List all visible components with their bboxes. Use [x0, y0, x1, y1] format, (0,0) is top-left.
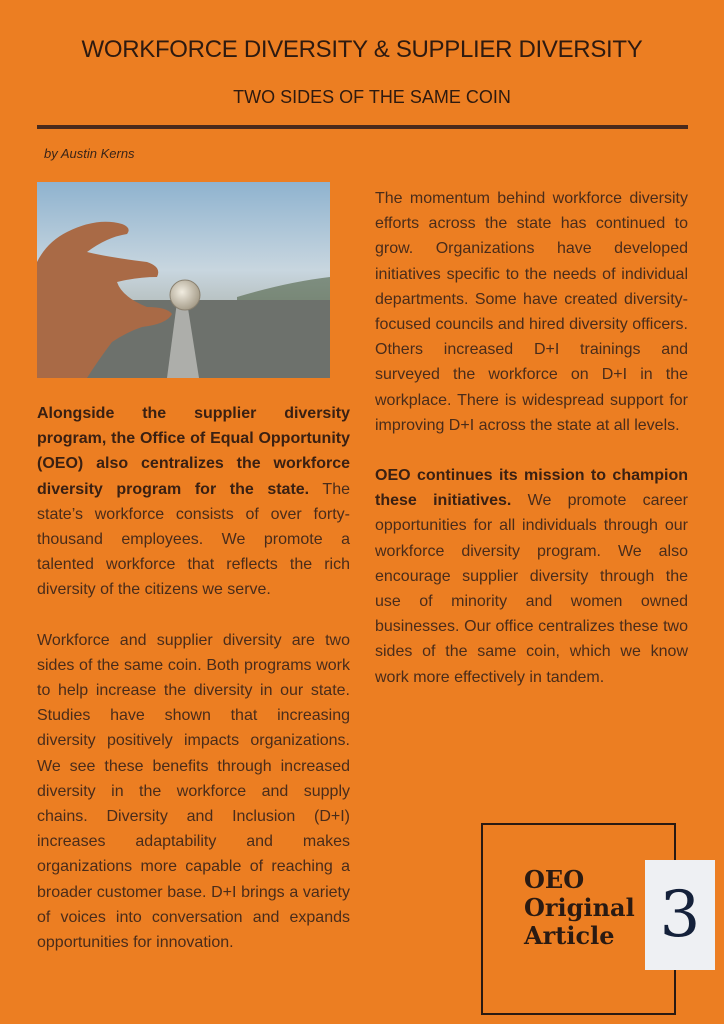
right-column: [375, 186, 688, 690]
coin-photo: [37, 182, 330, 378]
left-paragraph-1: [37, 401, 350, 603]
left-paragraph-1-lead: Alongside the supplier diversity program, the Office of Equal Opportunity (OEO) also centralizes the workforce diversity program for the state.: [37, 405, 350, 498]
byline: by Austin Kerns: [44, 146, 135, 161]
badge-line-2: Original: [524, 893, 635, 922]
left-paragraph-2: Workforce and supplier diversity are two sides of the same coin. Both programs work to help increase the diversity in our state. Studies have shown that increasing diversity positively impacts organizations. We see these benefits through increased diversity in the workforce and supply chains. Diversity and Inclusion (D+I) increases adaptability and makes organizations more capable of reaching a broader customer base. D+I brings a variety of voices into conversation and expands opportunities for innovation.: [37, 631, 350, 952]
right-paragraph-2: [375, 463, 688, 690]
right-paragraph-2-body: We promote career opportunities for all individuals through our workforce diversity program. We also encourage supplier diversity through the use of minority and women owned businesses. Our office centralizes these two sides of the same coin, which we know work more effectively in tandem.: [375, 492, 688, 686]
hand-coin-image: [37, 182, 330, 378]
left-paragraph-1-body: The state’s workforce consists of over forty-thousand employees. We promote a talented workforce that reflects the rich diversity of the citizens we serve.: [37, 480, 350, 599]
article-title: WORKFORCE DIVERSITY & SUPPLIER DIVERSITY: [81, 36, 643, 63]
badge-line-1: OEO: [524, 865, 585, 894]
badge-line-3: Article: [524, 921, 615, 950]
left-column: [37, 401, 350, 955]
right-paragraph-1: The momentum behind workforce diversity efforts across the state has continued to grow. Organizations have developed initiatives specific to the needs of individual departments. Some have created diversity-focused councils and hired diversity officers. Others increased D+I trainings and surveyed the workforce on D+I in the workplace. There is widespread support for improving D+I across the state at all levels.: [375, 190, 688, 434]
article-number-box: [645, 860, 715, 970]
right-paragraph-2-lead: OEO continues its mission to champion these initiatives.: [375, 467, 688, 510]
article-number: 3: [659, 878, 701, 952]
header-divider: [37, 125, 688, 129]
article-subtitle: TWO SIDES OF THE SAME COIN: [233, 87, 511, 107]
article-badge-label: [524, 866, 635, 950]
